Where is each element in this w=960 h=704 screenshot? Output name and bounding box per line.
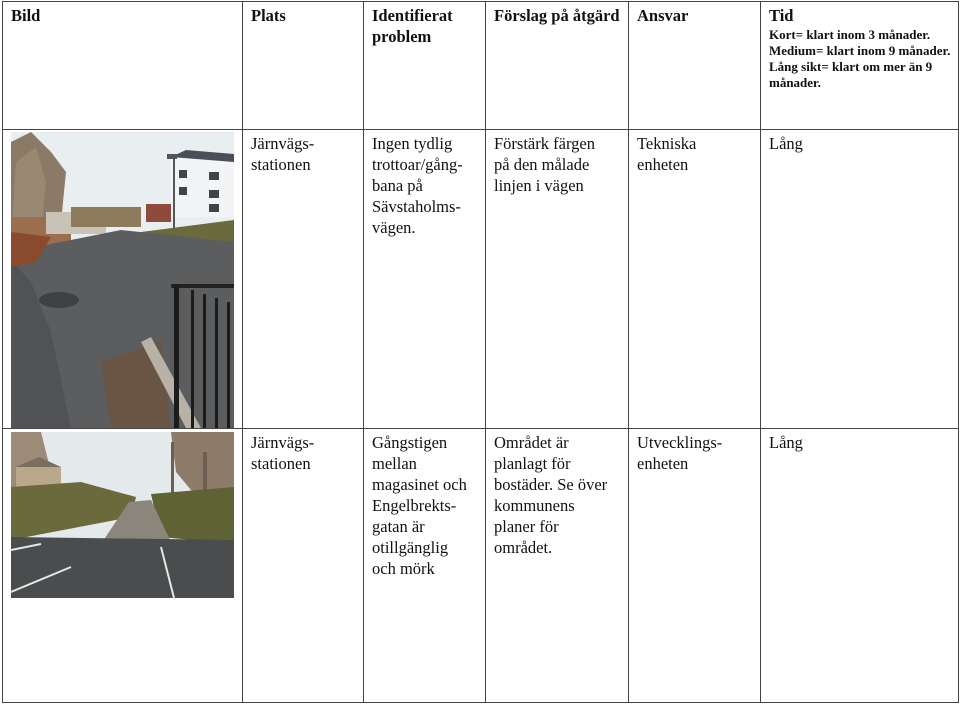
cell-text: området.	[494, 538, 553, 557]
tid-legend-medium: Medium= klart inom 9 månader.	[769, 43, 951, 58]
problem-cell	[364, 429, 486, 703]
photo-cell	[3, 130, 243, 429]
header-forslag	[486, 2, 629, 130]
header-bild	[3, 2, 243, 130]
cell-text: stationen	[251, 155, 311, 174]
header-problem	[364, 2, 486, 130]
cell-text: bostäder. Se över	[494, 475, 608, 494]
road-photo	[11, 132, 234, 428]
header-tid-label: Tid	[769, 6, 794, 25]
cell-text: Bild	[11, 6, 41, 25]
ansvar-cell	[629, 429, 761, 703]
cell-text: bana på	[372, 176, 423, 195]
cell-text: otillgänglig	[372, 538, 449, 557]
cell-text: Lång	[769, 134, 803, 153]
cell-text: linjen i vägen	[494, 176, 584, 195]
cell-text: stationen	[251, 454, 311, 473]
cell-text: Förslag på åtgärd	[494, 6, 620, 25]
cell-text: Sävstaholms-	[372, 197, 461, 216]
ansvar-cell	[629, 130, 761, 429]
action-table	[2, 1, 959, 703]
tid-legend	[769, 27, 951, 91]
cell-text: Identifierat problem	[372, 6, 453, 46]
header-plats	[243, 2, 364, 130]
tid-legend-lang: Lång sikt= klart om mer än 9 månader.	[769, 59, 933, 90]
cell-text: mellan	[372, 454, 417, 473]
path-photo	[11, 432, 234, 598]
cell-text: Utvecklings-	[637, 433, 723, 452]
problem-cell	[364, 130, 486, 429]
cell-text: kommunens	[494, 496, 575, 515]
cell-text: planlagt för	[494, 454, 571, 473]
cell-text: magasinet och	[372, 475, 467, 494]
cell-text: Ingen tydlig	[372, 134, 453, 153]
cell-text: Förstärk färgen	[494, 134, 595, 153]
tid-cell	[761, 130, 959, 429]
table-row	[3, 130, 959, 429]
cell-text: enheten	[637, 454, 689, 473]
cell-text: Järnvägs-	[251, 433, 315, 452]
cell-text: Engelbrekts-	[372, 496, 457, 515]
cell-text: Lång	[769, 433, 803, 452]
forslag-cell	[486, 429, 629, 703]
cell-text: och mörk	[372, 559, 435, 578]
cell-text: vägen.	[372, 218, 416, 237]
cell-text: planer för	[494, 517, 559, 536]
cell-text: Ansvar	[637, 6, 689, 25]
header-row	[3, 2, 959, 130]
table-row	[3, 429, 959, 703]
header-tid	[761, 2, 959, 130]
cell-text: Järnvägs-	[251, 134, 315, 153]
cell-text: på den målade	[494, 155, 590, 174]
plats-cell	[243, 130, 364, 429]
cell-text: Plats	[251, 6, 286, 25]
tid-cell	[761, 429, 959, 703]
cell-text: Tekniska	[637, 134, 697, 153]
cell-text: enheten	[637, 155, 689, 174]
photo-cell	[3, 429, 243, 703]
cell-text: gatan är	[372, 517, 425, 536]
forslag-cell	[486, 130, 629, 429]
cell-text: trottoar/gång-	[372, 155, 463, 174]
cell-text: Gångstigen	[372, 433, 448, 452]
tid-legend-kort: Kort= klart inom 3 månader.	[769, 27, 931, 42]
cell-text: Området är	[494, 433, 569, 452]
header-ansvar	[629, 2, 761, 130]
plats-cell	[243, 429, 364, 703]
